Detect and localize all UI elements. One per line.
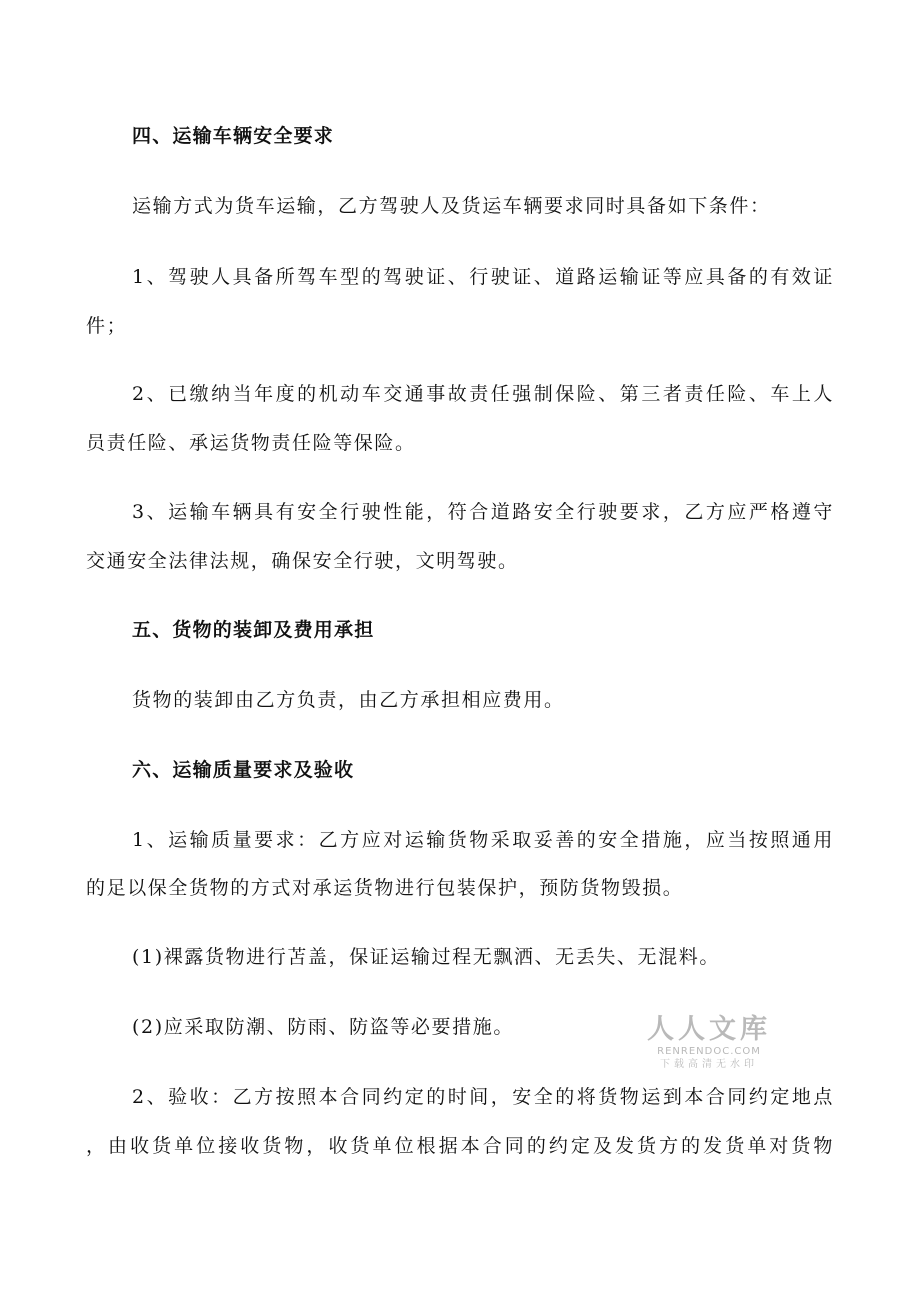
section-6-heading: 六、运输质量要求及验收 bbox=[132, 759, 355, 781]
section-6-sub-item-1: (1)裸露货物进行苫盖，保证运输过程无飘洒、无丢失、无混料。 bbox=[132, 946, 720, 968]
section-4-item-2-line-2: 员责任险、承运货物责任险等保险。 bbox=[86, 432, 416, 454]
section-4-item-3-line-2: 交通安全法律法规，确保安全行驶，文明驾驶。 bbox=[86, 550, 519, 572]
section-6-item-2-line-2: ，由收货单位接收货物，收货单位根据本合同的约定及发货方的发货单对货物 bbox=[86, 1135, 834, 1157]
section-6-sub-item-2: (2)应采取防潮、防雨、防盗等必要措施。 bbox=[132, 1016, 514, 1038]
watermark-domain: RENRENDOC.COM bbox=[657, 1046, 761, 1057]
section-4-heading: 四、运输车辆安全要求 bbox=[132, 125, 335, 147]
section-4-item-1-line-1: 1、驾驶人具备所驾车型的驾驶证、行驶证、道路运输证等应具备的有效证 bbox=[132, 266, 834, 288]
section-6-item-2-line-1: 2、验收：乙方按照本合同约定的时间，安全的将货物运到本合同约定地点 bbox=[132, 1086, 834, 1108]
section-4-item-1-line-2: 件； bbox=[86, 315, 128, 337]
section-6-item-1-line-1: 1、运输质量要求：乙方应对运输货物采取妥善的安全措施，应当按照通用 bbox=[132, 829, 834, 851]
section-4-item-2-line-1: 2、已缴纳当年度的机动车交通事故责任强制保险、第三者责任险、车上人 bbox=[132, 383, 834, 405]
section-4-item-3-line-1: 3、运输车辆具有安全行驶性能，符合道路安全行驶要求，乙方应严格遵守 bbox=[132, 501, 834, 523]
section-5-body: 货物的装卸由乙方负责，由乙方承担相应费用。 bbox=[132, 689, 565, 711]
section-6-item-1-line-2: 的足以保全货物的方式对承运货物进行包装保护，预防货物毁损。 bbox=[86, 877, 684, 899]
section-5-heading: 五、货物的装卸及费用承担 bbox=[132, 619, 375, 641]
watermark-subtitle: 下载高清无水印 bbox=[660, 1059, 758, 1070]
watermark-title: 人人文库 bbox=[647, 1014, 771, 1045]
watermark-logo bbox=[644, 1014, 774, 1071]
section-4-intro: 运输方式为货车运输，乙方驾驶人及货运车辆要求同时具备如下条件： bbox=[132, 195, 771, 217]
